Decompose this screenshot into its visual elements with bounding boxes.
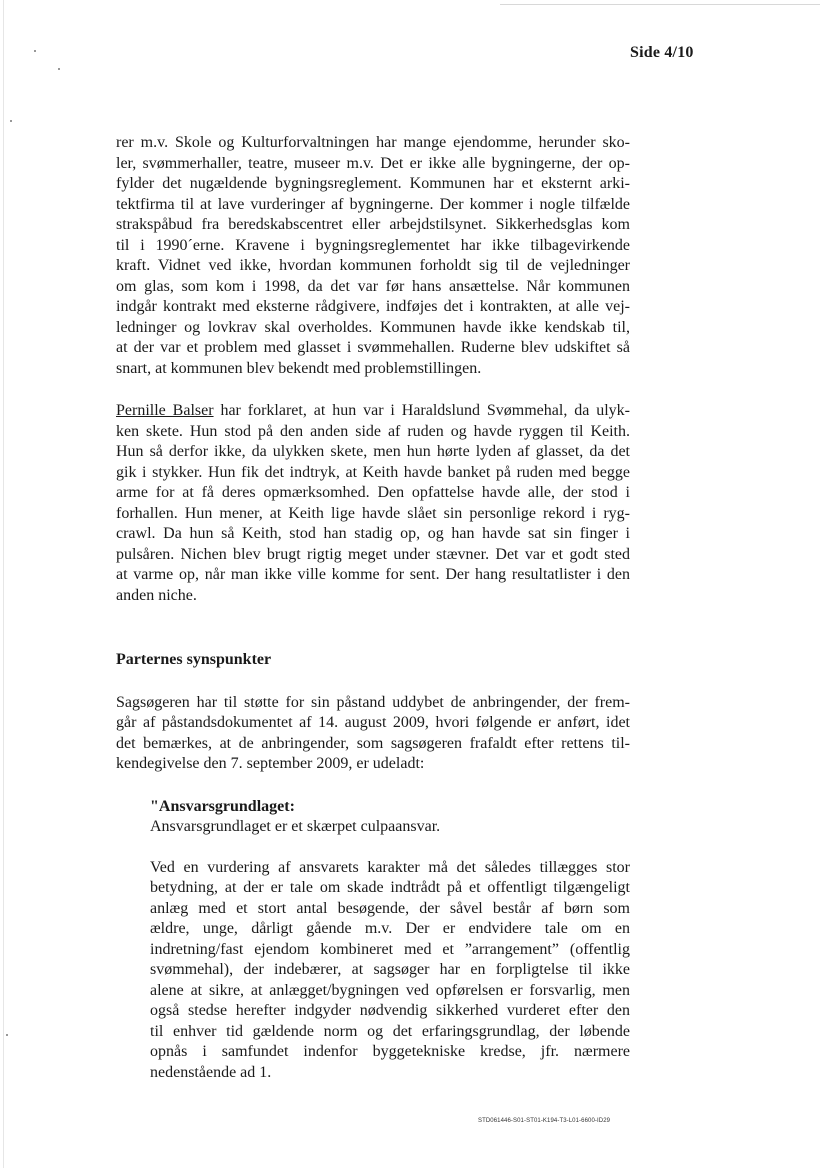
- scan-edge-top: [500, 4, 820, 5]
- text-line: det bemærkes, at de anbringender, som sagsøgeren frafaldt efter rettens til-: [116, 734, 630, 752]
- paragraph-pernille-balser: [116, 401, 630, 606]
- quote-body: [150, 858, 630, 1084]
- scan-edge-left: [3, 0, 4, 1168]
- quote-subtitle: Ansvarsgrundlaget er et skærpet culpaansvar.: [150, 818, 441, 835]
- text-line: Sagsøgeren har til støtte for sin påstand uddybet de anbringender, der frem-: [116, 693, 630, 711]
- text-line: at der var et problem med glasset i svømmehallen. Ruderne blev udskiftet så: [116, 339, 630, 356]
- text-line: fylder det nugældende bygningsreglement. Kommunen har et eksternt arki-: [116, 175, 630, 192]
- text-line: alene at sikre, at anlægget/bygningen ved opførelsen er forsvarlig, men: [150, 981, 630, 999]
- paragraph-witness-statement: [116, 133, 630, 379]
- text-line: strakspåbud fra beredskabscentret eller arbejdstilsynet. Sikkerhedsglas kom: [116, 216, 630, 233]
- text-line: tektfirma til at lave vurderinger af bygningerne. Der kommer i nogle tilfælde: [116, 195, 630, 213]
- paragraph-plaintiff-claims: [116, 693, 630, 775]
- scan-speck: [58, 68, 60, 70]
- text-line: crawl. Da hun så Keith, stod han stadig op, og han havde sat sin finger i: [116, 525, 630, 542]
- section-heading: Parternes synspunkter: [116, 651, 272, 668]
- text-line: Hun så derfor ikke, da ulykken skete, men hun hørte lyden af glasset, da det: [116, 443, 630, 460]
- text-line: svømmehal), der indebærer, at sagsøger har en forpligtelse til ikke: [150, 961, 630, 978]
- document-body: [116, 133, 630, 1083]
- text-line: indretning/fast ejendom kombineret med et ”arrangement” (offentlig: [150, 940, 630, 958]
- scan-speck: [34, 50, 36, 52]
- text-line: forhallen. Hun mener, at Keith lige havde slået sin personlige rekord i ryg-: [116, 504, 630, 522]
- text-line: pulsåren. Nichen blev brugt rigtig meget under stævner. Det var et godt sted: [116, 545, 630, 563]
- text-line: går af påstandsdokumentet af 14. august 2009, hvori følgende er anført, idet: [116, 714, 630, 731]
- text-line: nedenstående ad 1.: [150, 1063, 272, 1081]
- witness-name: Pernille Balser: [116, 402, 214, 419]
- text-line: snart, at kommunen blev bekendt med problemstillingen.: [116, 359, 482, 377]
- text-line: om glas, som kom i 1998, da det var før hans ansættelse. Når kommunen: [116, 277, 630, 295]
- text-fragment: har forklaret, at hun var i Haraldslund Svømmehal, da ulyk-: [213, 402, 630, 419]
- text-line: rer m.v. Skole og Kulturforvaltningen har mange ejendomme, herunder sko-: [116, 134, 630, 151]
- text-line: ler, svømmerhaller, teatre, museer m.v. Det er ikke alle bygningerne, der op-: [116, 154, 630, 172]
- text-line: Ved en vurdering af ansvarets karakter må det således tillægges stor: [150, 858, 630, 876]
- text-line: gik i stykker. Hun fik det indtryk, at Keith havde banket på ruden med begge: [116, 463, 630, 481]
- scan-speck: [6, 1034, 8, 1036]
- document-id-code: STD061446-S01-ST01-K194-T3-L01-6600-ID29: [478, 1118, 611, 1124]
- text-line: også stedse herefter indgyder nødvendig sikkerhed vurderet efter den: [150, 1002, 630, 1019]
- text-line: til enhver tid gældende norm og det erfaringsgrundlag, der løbende: [150, 1022, 630, 1040]
- text-line: ledninger og lovkrav skal overholdes. Kommunen havde ikke kendskab til,: [116, 318, 630, 336]
- text-line: arme for at få deres opmærksomhed. Den opfattelse havde alle, der stod i: [116, 484, 630, 501]
- text-line: anlæg med et stort antal besøgende, der såvel består af børn som: [150, 899, 630, 917]
- text-line: til i 1990´erne. Kravene i bygningsreglementet har ikke tilbagevirkende: [116, 236, 630, 254]
- text-line: opnås i samfundet indenfor byggetekniske kredse, jfr. nærmere: [150, 1043, 630, 1060]
- scan-speck: [10, 120, 12, 122]
- text-line: ældre, unge, dårligt gående m.v. Der er endvidere tale om en: [150, 920, 630, 937]
- text-line: kendegivelse den 7. september 2009, er udeladt:: [116, 755, 425, 772]
- text-line: indgår kontrakt med eksterne rådgivere, indføjes det i kontrakten, at alle vej-: [116, 298, 630, 315]
- text-line: ken skete. Hun stod på den anden side af ruden og havde ryggen til Keith.: [116, 422, 630, 440]
- text-line: [116, 401, 630, 422]
- text-line: anden niche.: [116, 586, 197, 604]
- quoted-section: [150, 797, 630, 1084]
- text-line: kraft. Vidnet ved ikke, hvordan kommunen forholdt sig til de vejledninger: [116, 257, 630, 274]
- page-number: Side 4/10: [630, 44, 694, 61]
- text-line: at varme op, når man ikke ville komme for sent. Der hang resultatlister i den: [116, 566, 630, 583]
- text-line: betydning, at der er tale om skade indtrådt på et offentligt tilgængeligt: [150, 879, 630, 896]
- quote-title: "Ansvarsgrundlaget:: [150, 797, 295, 815]
